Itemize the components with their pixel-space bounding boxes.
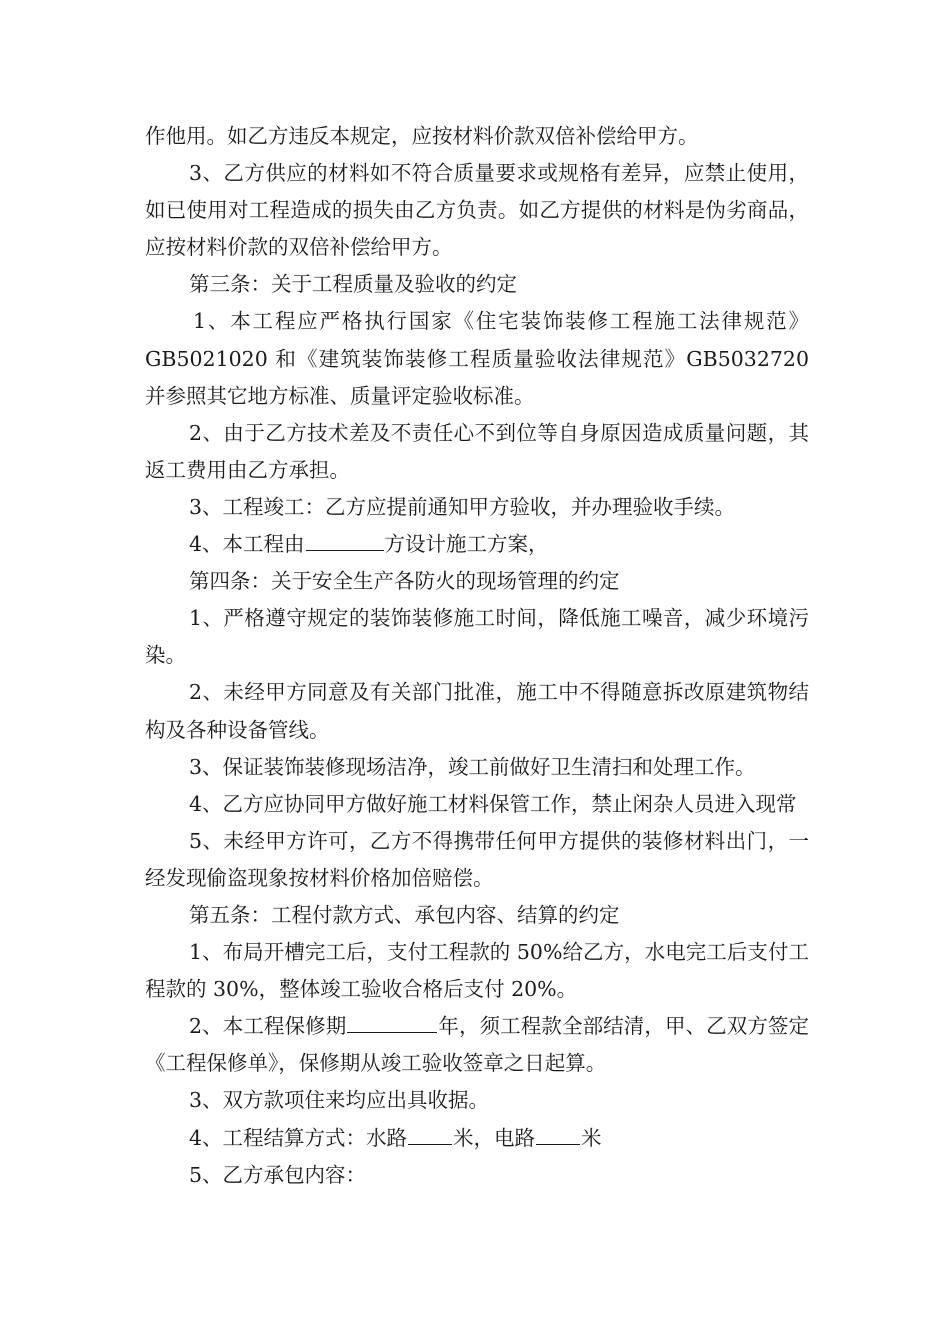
paragraph-material-custody: 4、乙方应协同甲方做好施工材料保管工作，禁止闲杂人员进入现常 <box>189 791 797 816</box>
paragraph-text: 米，电路 <box>453 1125 536 1150</box>
paragraph-receipts: 3、双方款项住来均应出具收据。 <box>189 1088 490 1113</box>
paragraph-rework-cost: 2、由于乙方技术差及不责任心不到位等自身原因造成质量问题，其返工费用由乙方承担。 <box>145 420 809 482</box>
paragraph-quality-standards: 1、本工程应严格执行国家《住宅装饰装修工程施工法律规范》GB5021020 和《建筑装饰装修工程质量验收法律规范》GB5032720 并参照其它地方标准、质量评定验收标准。 <box>145 309 809 408</box>
paragraph-completion-acceptance: 3、工程竣工：乙方应提前通知甲方验收，并办理验收手续。 <box>189 494 736 519</box>
paragraph-warranty-period <box>145 1008 809 1082</box>
contract-body <box>145 118 809 1194</box>
paragraph-design-party <box>145 526 809 563</box>
paragraph-construction-hours: 1、严格遵守规定的装饰装修施工时间，降低施工噪音，减少环境污染。 <box>145 606 809 668</box>
fill-in-blank-design-party[interactable] <box>306 528 384 551</box>
paragraph-text: 米 <box>581 1125 602 1150</box>
fill-in-blank-water-meters[interactable] <box>408 1122 452 1145</box>
paragraph-contract-scope: 5、乙方承包内容： <box>189 1162 367 1187</box>
paragraph-text: 方设计施工方案， <box>384 532 549 557</box>
paragraph-site-cleanliness: 3、保证装饰装修现场洁净，竣工前做好卫生清扫和处理工作。 <box>189 754 756 779</box>
paragraph-text: 2、本工程保修期 <box>189 1014 347 1039</box>
paragraph-material-use-clause: 作他用。如乙方违反本规定，应按材料价款双倍补偿给甲方。 <box>145 124 699 148</box>
fill-in-blank-warranty-years[interactable] <box>347 1010 437 1033</box>
section-heading-article-5: 第五条：工程付款方式、承包内容、结算的约定 <box>189 902 620 927</box>
section-heading-article-3: 第三条：关于工程质量及验收的约定 <box>189 272 517 297</box>
paragraph-settlement-method <box>145 1120 809 1157</box>
paragraph-material-removal: 5、未经甲方许可，乙方不得携带任何甲方提供的装修材料出门，一经发现偷盗现象按材料价格加倍赔偿。 <box>145 828 809 890</box>
paragraph-text: 年，须工程款全部结清，甲、乙双方签定《工程保修单》，保修期从竣工验收签章之日起算。 <box>145 1014 810 1076</box>
paragraph-payment-schedule: 1、布局开槽完工后，支付工程款的 50%给乙方，水电完工后支付工程款的 30%，整体竣工验收合格后支付 20%。 <box>145 940 809 1002</box>
paragraph-structure-changes: 2、未经甲方同意及有关部门批准，施工中不得随意拆改原建筑物结构及各种设备管线。 <box>145 680 809 742</box>
paragraph-text: 4、本工程由 <box>189 532 305 557</box>
fill-in-blank-electric-meters[interactable] <box>536 1122 580 1145</box>
paragraph-text: 4、工程结算方式：水路 <box>189 1125 408 1150</box>
section-heading-article-4: 第四条：关于安全生产各防火的现场管理的约定 <box>189 569 620 594</box>
paragraph-material-quality-clause: 3、乙方供应的材料如不符合质量要求或规格有差异，应禁止使用，如已使用对工程造成的损失由乙方负责。如乙方提供的材料是伪劣商品，应按材料价款的双倍补偿给甲方。 <box>145 161 809 260</box>
